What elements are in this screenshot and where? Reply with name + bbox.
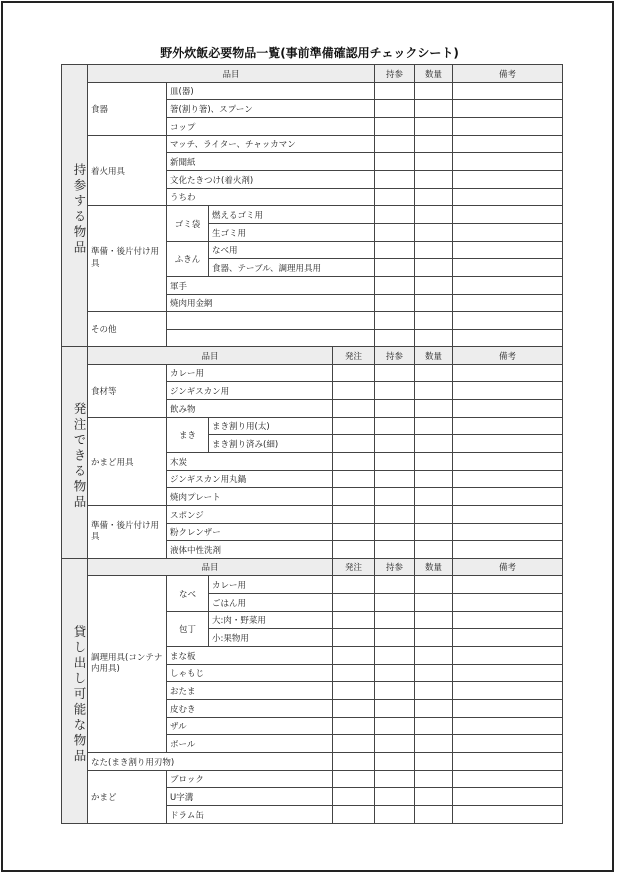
section-label: 持参する物品	[61, 64, 88, 347]
carry-checkbox[interactable]	[374, 381, 415, 400]
note-field[interactable]	[452, 752, 563, 771]
qty-field[interactable]	[414, 452, 453, 471]
item-name: ドラム缶	[166, 805, 333, 824]
subgroup-label: まき	[166, 417, 209, 453]
item-name: 皿(器)	[166, 82, 375, 100]
col-header-note: 備考	[452, 558, 563, 576]
qty-field[interactable]	[414, 770, 453, 788]
carry-checkbox[interactable]	[374, 523, 415, 541]
item-name	[166, 329, 375, 347]
item-name: 大:肉・野菜用	[208, 611, 333, 629]
note-field[interactable]	[452, 452, 563, 471]
carry-checkbox[interactable]	[374, 540, 415, 559]
col-header-item: 品目	[87, 558, 333, 576]
carry-checkbox[interactable]	[374, 417, 415, 435]
section-label: 発注できる物品	[61, 346, 88, 559]
order-checkbox[interactable]	[332, 593, 375, 612]
col-header-note: 備考	[452, 346, 563, 365]
qty-field[interactable]	[414, 311, 453, 330]
item-name: マッチ、ライター、チャッカマン	[166, 135, 375, 153]
note-field[interactable]	[452, 787, 563, 806]
qty-field[interactable]	[414, 329, 453, 347]
item-name: まき割り済み(細)	[208, 434, 333, 453]
item-name: 焼肉用金網	[166, 294, 375, 312]
carry-checkbox[interactable]	[374, 258, 415, 277]
qty-field[interactable]	[414, 258, 453, 277]
item-name: ザル	[166, 717, 333, 735]
note-field[interactable]	[452, 364, 563, 382]
note-field[interactable]	[452, 82, 563, 100]
qty-field[interactable]	[414, 487, 453, 506]
note-field[interactable]	[452, 170, 563, 189]
item-name: ジンギスカン用丸鍋	[166, 470, 333, 488]
note-field[interactable]	[452, 770, 563, 788]
note-field[interactable]	[452, 381, 563, 400]
item-name: U字溝	[166, 787, 333, 806]
carry-checkbox[interactable]	[374, 452, 415, 471]
note-field[interactable]	[452, 276, 563, 295]
carry-checkbox[interactable]	[374, 276, 415, 295]
item-name: 軍手	[166, 276, 375, 295]
qty-field[interactable]	[414, 135, 453, 153]
note-field[interactable]	[452, 505, 563, 524]
qty-field[interactable]	[414, 575, 453, 594]
note-field[interactable]	[452, 135, 563, 153]
qty-field[interactable]	[414, 752, 453, 771]
carry-checkbox[interactable]	[374, 99, 415, 118]
carry-checkbox[interactable]	[374, 646, 415, 665]
item-name: ボール	[166, 734, 333, 753]
carry-checkbox[interactable]	[374, 311, 415, 330]
qty-field[interactable]	[414, 611, 453, 629]
item-name: 粉クレンザー	[166, 523, 333, 541]
col-header-qty: 数量	[414, 64, 453, 83]
item-name	[166, 311, 375, 330]
note-field[interactable]	[452, 99, 563, 118]
note-field[interactable]	[452, 399, 563, 418]
group-label: 準備・後片付け用具	[87, 205, 167, 312]
qty-field[interactable]	[414, 664, 453, 682]
group-label: かまど用具	[87, 417, 167, 506]
order-checkbox[interactable]	[332, 399, 375, 418]
carry-checkbox[interactable]	[374, 699, 415, 718]
item-name: 箸(割り箸)、スプーン	[166, 99, 375, 118]
item-name: ごはん用	[208, 593, 333, 612]
qty-field[interactable]	[414, 417, 453, 435]
note-field[interactable]	[452, 258, 563, 277]
note-field[interactable]	[452, 628, 563, 647]
qty-field[interactable]	[414, 734, 453, 753]
order-checkbox[interactable]	[332, 805, 375, 824]
note-field[interactable]	[452, 593, 563, 612]
note-field[interactable]	[452, 523, 563, 541]
item-name: おたま	[166, 681, 333, 700]
order-checkbox[interactable]	[332, 452, 375, 471]
order-checkbox[interactable]	[332, 575, 375, 594]
group-label: 調理用具(コンテナ内用具)	[87, 575, 167, 753]
note-field[interactable]	[452, 311, 563, 330]
order-checkbox[interactable]	[332, 681, 375, 700]
carry-checkbox[interactable]	[374, 787, 415, 806]
qty-field[interactable]	[414, 805, 453, 824]
col-header-item: 品目	[87, 346, 333, 365]
qty-field[interactable]	[414, 505, 453, 524]
qty-field[interactable]	[414, 470, 453, 488]
carry-checkbox[interactable]	[374, 135, 415, 153]
carry-checkbox[interactable]	[374, 770, 415, 788]
group-label: 食材等	[87, 364, 167, 418]
col-header-item: 品目	[87, 64, 375, 83]
note-field[interactable]	[452, 717, 563, 735]
subgroup-label: ふきん	[166, 241, 209, 277]
note-field[interactable]	[452, 575, 563, 594]
order-checkbox[interactable]	[332, 628, 375, 647]
group-label: 準備・後片付け用具	[87, 505, 167, 559]
qty-field[interactable]	[414, 628, 453, 647]
qty-field[interactable]	[414, 364, 453, 382]
qty-field[interactable]	[414, 717, 453, 735]
note-field[interactable]	[452, 188, 563, 206]
carry-checkbox[interactable]	[374, 470, 415, 488]
carry-checkbox[interactable]	[374, 364, 415, 382]
order-checkbox[interactable]	[332, 540, 375, 559]
item-name: まな板	[166, 646, 333, 665]
item-name: コップ	[166, 117, 375, 136]
item-name: 食器、テーブル、調理用具用	[208, 258, 375, 277]
subgroup-label: 包丁	[166, 611, 209, 647]
carry-checkbox[interactable]	[374, 117, 415, 136]
carry-checkbox[interactable]	[374, 505, 415, 524]
order-checkbox[interactable]	[332, 717, 375, 735]
order-checkbox[interactable]	[332, 646, 375, 665]
carry-checkbox[interactable]	[374, 664, 415, 682]
item-name: 生ゴミ用	[208, 223, 375, 242]
carry-checkbox[interactable]	[374, 188, 415, 206]
note-field[interactable]	[452, 152, 563, 171]
note-field[interactable]	[452, 540, 563, 559]
item-name: スポンジ	[166, 505, 333, 524]
item-name: なべ用	[208, 241, 375, 259]
qty-field[interactable]	[414, 593, 453, 612]
order-checkbox[interactable]	[332, 487, 375, 506]
order-checkbox[interactable]	[332, 505, 375, 524]
note-field[interactable]	[452, 664, 563, 682]
item-name: 小:果物用	[208, 628, 333, 647]
col-header-carry: 持参	[374, 346, 415, 365]
col-header-qty: 数量	[414, 346, 453, 365]
note-field[interactable]	[452, 646, 563, 665]
carry-checkbox[interactable]	[374, 329, 415, 347]
carry-checkbox[interactable]	[374, 152, 415, 171]
carry-checkbox[interactable]	[374, 223, 415, 242]
group-label: 食器	[87, 82, 167, 136]
note-field[interactable]	[452, 681, 563, 700]
qty-field[interactable]	[414, 188, 453, 206]
col-header-order: 発注	[332, 558, 375, 576]
note-field[interactable]	[452, 487, 563, 506]
note-field[interactable]	[452, 734, 563, 753]
note-field[interactable]	[452, 205, 563, 224]
item-name: しゃもじ	[166, 664, 333, 682]
carry-checkbox[interactable]	[374, 205, 415, 224]
qty-field[interactable]	[414, 82, 453, 100]
order-checkbox[interactable]	[332, 752, 375, 771]
qty-field[interactable]	[414, 381, 453, 400]
section-label: 貸し出し可能な物品	[61, 558, 88, 824]
carry-checkbox[interactable]	[374, 170, 415, 189]
note-field[interactable]	[452, 611, 563, 629]
order-checkbox[interactable]	[332, 734, 375, 753]
item-name: 木炭	[166, 452, 333, 471]
qty-field[interactable]	[414, 223, 453, 242]
qty-field[interactable]	[414, 294, 453, 312]
order-checkbox[interactable]	[332, 470, 375, 488]
order-checkbox[interactable]	[332, 417, 375, 435]
carry-checkbox[interactable]	[374, 294, 415, 312]
carry-checkbox[interactable]	[374, 487, 415, 506]
note-field[interactable]	[452, 699, 563, 718]
qty-field[interactable]	[414, 276, 453, 295]
carry-checkbox[interactable]	[374, 681, 415, 700]
item-name: 焼肉プレート	[166, 487, 333, 506]
carry-checkbox[interactable]	[374, 717, 415, 735]
carry-checkbox[interactable]	[374, 611, 415, 629]
qty-field[interactable]	[414, 170, 453, 189]
carry-checkbox[interactable]	[374, 805, 415, 824]
qty-field[interactable]	[414, 523, 453, 541]
col-header-qty: 数量	[414, 558, 453, 576]
group-label: 着火用具	[87, 135, 167, 206]
note-field[interactable]	[452, 294, 563, 312]
note-field[interactable]	[452, 241, 563, 259]
note-field[interactable]	[452, 434, 563, 453]
col-header-carry: 持参	[374, 558, 415, 576]
order-checkbox[interactable]	[332, 787, 375, 806]
col-header-order: 発注	[332, 346, 375, 365]
item-name: なた(まき割り用刃物)	[87, 752, 333, 771]
note-field[interactable]	[452, 223, 563, 242]
subgroup-label: ゴミ袋	[166, 205, 209, 242]
item-name: 文化たきつけ(着火剤)	[166, 170, 375, 189]
qty-field[interactable]	[414, 399, 453, 418]
item-name: 皮むき	[166, 699, 333, 718]
order-checkbox[interactable]	[332, 523, 375, 541]
order-checkbox[interactable]	[332, 699, 375, 718]
page-title: 野外炊飯必要物品一覧(事前準備確認用チェックシート)	[160, 46, 459, 60]
col-header-note: 備考	[452, 64, 563, 83]
item-name: うちわ	[166, 188, 375, 206]
note-field[interactable]	[452, 329, 563, 347]
carry-checkbox[interactable]	[374, 399, 415, 418]
item-name: ブロック	[166, 770, 333, 788]
group-label: その他	[87, 311, 167, 347]
qty-field[interactable]	[414, 434, 453, 453]
note-field[interactable]	[452, 470, 563, 488]
subgroup-label: なべ	[166, 575, 209, 612]
item-name: 飲み物	[166, 399, 333, 418]
note-field[interactable]	[452, 417, 563, 435]
carry-checkbox[interactable]	[374, 593, 415, 612]
carry-checkbox[interactable]	[374, 628, 415, 647]
item-name: 燃えるゴミ用	[208, 205, 375, 224]
order-checkbox[interactable]	[332, 770, 375, 788]
item-name: 新聞紙	[166, 152, 375, 171]
qty-field[interactable]	[414, 152, 453, 171]
carry-checkbox[interactable]	[374, 734, 415, 753]
qty-field[interactable]	[414, 205, 453, 224]
item-name: 液体中性洗剤	[166, 540, 333, 559]
item-name: カレー用	[166, 364, 333, 382]
qty-field[interactable]	[414, 681, 453, 700]
carry-checkbox[interactable]	[374, 434, 415, 453]
qty-field[interactable]	[414, 99, 453, 118]
order-checkbox[interactable]	[332, 381, 375, 400]
qty-field[interactable]	[414, 646, 453, 665]
qty-field[interactable]	[414, 117, 453, 136]
order-checkbox[interactable]	[332, 664, 375, 682]
order-checkbox[interactable]	[332, 434, 375, 453]
item-name: カレー用	[208, 575, 333, 594]
note-field[interactable]	[452, 117, 563, 136]
item-name: まき割り用(太)	[208, 417, 333, 435]
col-header-carry: 持参	[374, 64, 415, 83]
carry-checkbox[interactable]	[374, 752, 415, 771]
qty-field[interactable]	[414, 540, 453, 559]
item-name: ジンギスカン用	[166, 381, 333, 400]
carry-checkbox[interactable]	[374, 241, 415, 259]
carry-checkbox[interactable]	[374, 82, 415, 100]
note-field[interactable]	[452, 805, 563, 824]
qty-field[interactable]	[414, 699, 453, 718]
order-checkbox[interactable]	[332, 364, 375, 382]
qty-field[interactable]	[414, 241, 453, 259]
qty-field[interactable]	[414, 787, 453, 806]
group-label: かまど	[87, 770, 167, 824]
order-checkbox[interactable]	[332, 611, 375, 629]
carry-checkbox[interactable]	[374, 575, 415, 594]
